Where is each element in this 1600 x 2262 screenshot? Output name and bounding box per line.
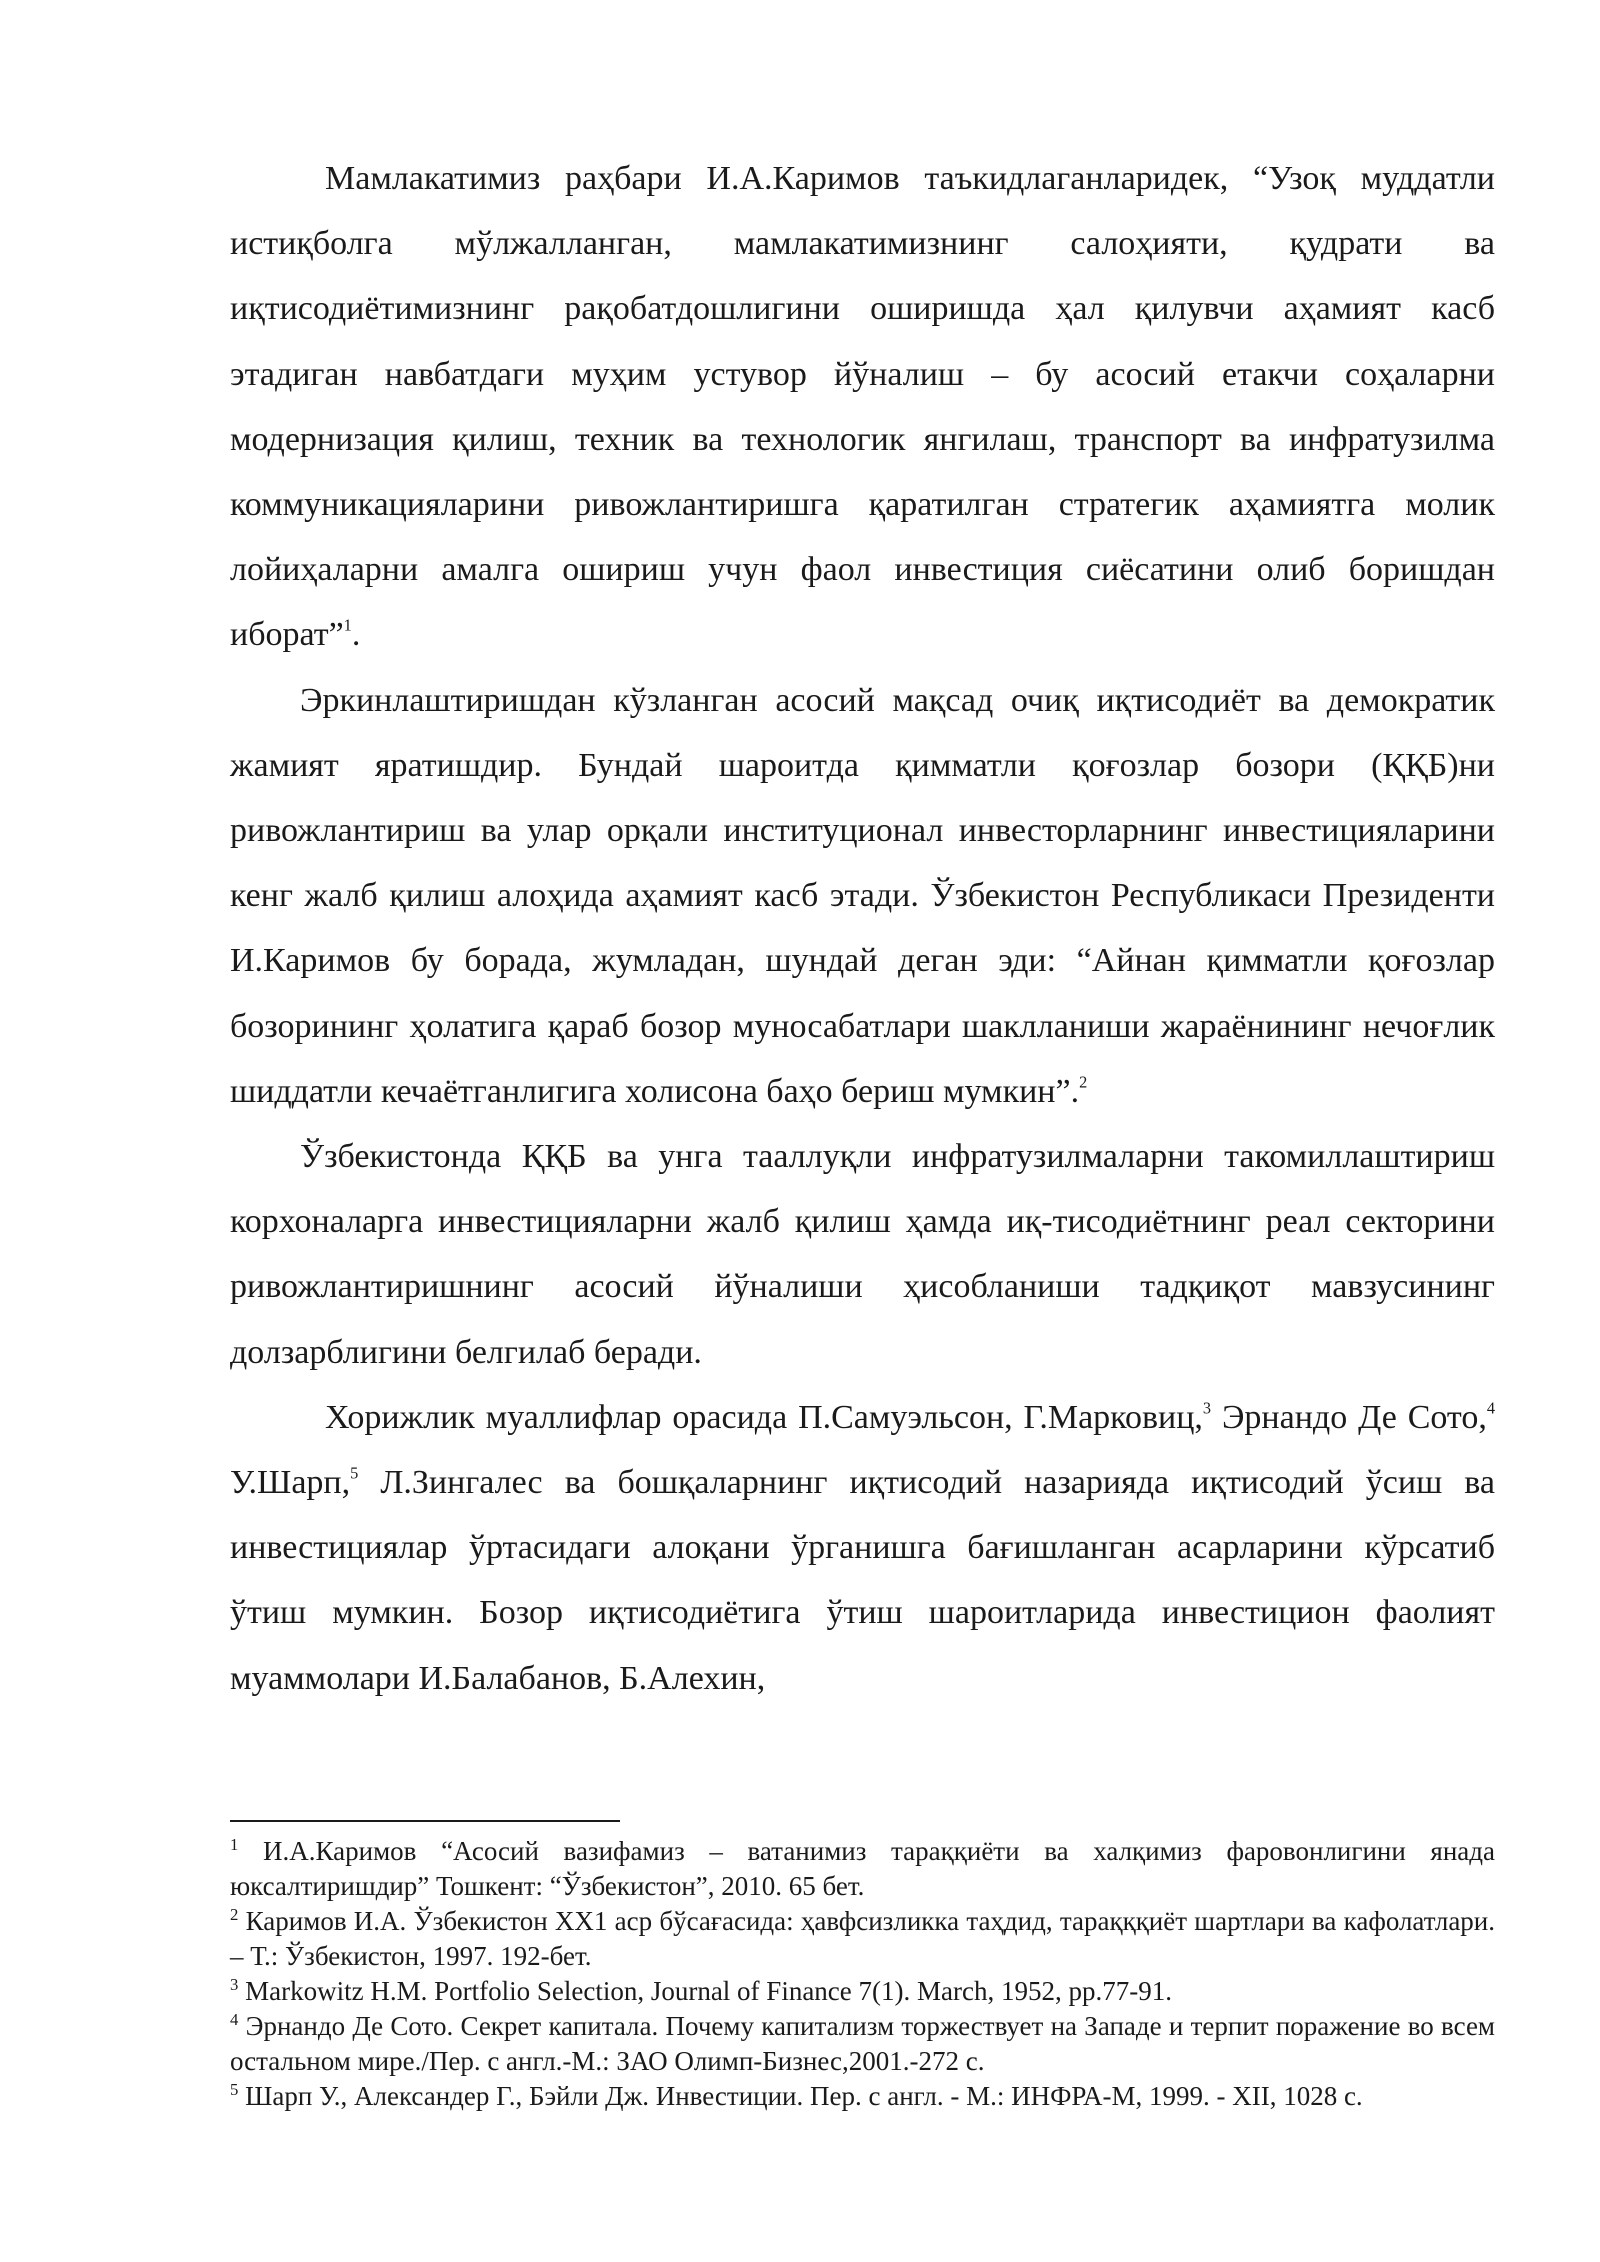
- footnote-ref-2: 2: [1079, 1072, 1088, 1092]
- footnote-2: [230, 1904, 1495, 1974]
- footnote-ref-1: 1: [343, 615, 352, 635]
- footnote-separator: [230, 1820, 620, 1822]
- paragraph-4-part-d: Л.Зингалес ва бошқаларнинг иқтисодий назарияда иқтисодий ўсиш ва инвестициялар ўртасидаги алоқани ўрганишга бағишланган асарларини кўрсатиб ўтиш мумкин. Бозор иқтисодиётига ўтиш шароитларида инвестицион фаолият муаммолари И.Балабанов, Б.Алехин,: [230, 1464, 1495, 1697]
- paragraph-2-text: Эркинлаштиришдан кўзланган асосий мақсад очиқ иқтисодиёт ва демократик жамият яратишдир. Бундай шароитда қимматли қоғозлар бозори (ҚҚБ)ни ривожлантириш ва улар орқали институционал инвесторларнинг инвестицияларини кенг жалб қилиш алоҳида аҳамият касб этади. Ўзбекистон Республикаси Президенти И.Каримов бу борада, жумладан, шундай деган эди: “Айнан қимматли қоғозлар бозорининг ҳолатига қараб бозор муносабатлари шаклланиши жараёнининг нечоғлик шиддатли кечаётганлигига холисона баҳо бериш мумкин”.: [230, 681, 1495, 1110]
- footnote-text: И.А.Каримов “Асосий вазифамиз – ватанимиз тараққиёти ва халқимиз фаровонлигини янада юксалтиришдир” Тошкент: “Ўзбекистон”, 2010. 65 бет.: [230, 1836, 1495, 1901]
- footnote-text: Шарп У., Александер Г., Бэйли Дж. Инвестиции. Пер. с англ. - М.: ИНФРА-М, 1999. - XII, 1028 с.: [245, 2081, 1363, 2111]
- footnote-number: 5: [230, 2079, 239, 2099]
- footnote-number: 2: [230, 1904, 239, 1924]
- paragraph-4-part-c: У.Шарп,: [230, 1464, 351, 1502]
- footnote-number: 3: [230, 1974, 239, 1994]
- footnote-number: 1: [230, 1834, 239, 1854]
- footnotes: [230, 1834, 1495, 2114]
- paragraph-3: [230, 1124, 1495, 1385]
- footnote-ref-3: 3: [1202, 1398, 1212, 1418]
- footnote-ref-4: 4: [1486, 1398, 1495, 1418]
- footnote-text: Эрнандо Де Сото. Секрет капитала. Почему капитализм торжествует на Западе и терпит поражение во всем остальном мире./Пер. с англ.-М.: ЗАО Олимп-Бизнес,2001.-272 с.: [230, 2011, 1496, 2076]
- footnote-1: [230, 1834, 1495, 1904]
- paragraph-4-part-b: Эрнандо Де Сото,: [1211, 1398, 1487, 1436]
- footnote-text: Каримов И.А. Ўзбекистон XX1 аср бўсағасида: ҳавфсизликка таҳдид, тарақққиёт шартлари ва кафолатлари. – Т.: Ўзбекистон, 1997. 192-бет.: [230, 1906, 1496, 1971]
- footnote-text: Markowitz H.M. Portfolio Selection, Journal of Finance 7(1). March, 1952, pp.77-91.: [245, 1976, 1172, 2006]
- footnote-ref-5: 5: [350, 1463, 359, 1483]
- paragraph-1-text: Мамлакатимиз раҳбари И.А.Каримов таъкидлаганларидек, “Узоқ муддатли истиқболга мўлжалланган, мамлакатимизнинг салоҳияти, қудрати ва иқтисодиётимизнинг рақобатдошлигини оширишда ҳал қилувчи аҳамият касб этадиган навбатдаги муҳим устувор йўналиш – бу асосий етакчи соҳаларни модернизация қилиш, техник ва технологик янгилаш, транспорт ва инфратузилма коммуникацияларини ривожлантиришга қаратилган стратегик аҳамиятга молик лойиҳаларни амалга ошириш учун фаол инвестиция сиёсатини олиб боришдан иборат”: [230, 160, 1495, 654]
- main-text: [230, 146, 1495, 1711]
- paragraph-2: [230, 668, 1495, 1124]
- paragraph-1: [230, 146, 1495, 668]
- footnote-number: 4: [230, 2009, 239, 2029]
- paragraph-1-end: .: [351, 616, 361, 654]
- footnote-3: [230, 1974, 1495, 2009]
- paragraph-4-part-a: Хорижлик муаллифлар орасида П.Самуэльсон, Г.Марковиц,: [325, 1398, 1203, 1436]
- footnote-5: [230, 2079, 1495, 2114]
- footnote-4: [230, 2009, 1495, 2079]
- paragraph-3-text: Ўзбекистонда ҚҚБ ва унга тааллуқли инфратузилмаларни такомиллаштириш корхоналарга инвестицияларни жалб қилиш ҳамда иқ-тисодиётнинг реал секторини ривожлантиришнинг асосий йўналиши ҳисобланиши тадқиқот мавзусининг долзарблигини белгилаб беради.: [230, 1138, 1495, 1371]
- paragraph-4: [230, 1385, 1495, 1711]
